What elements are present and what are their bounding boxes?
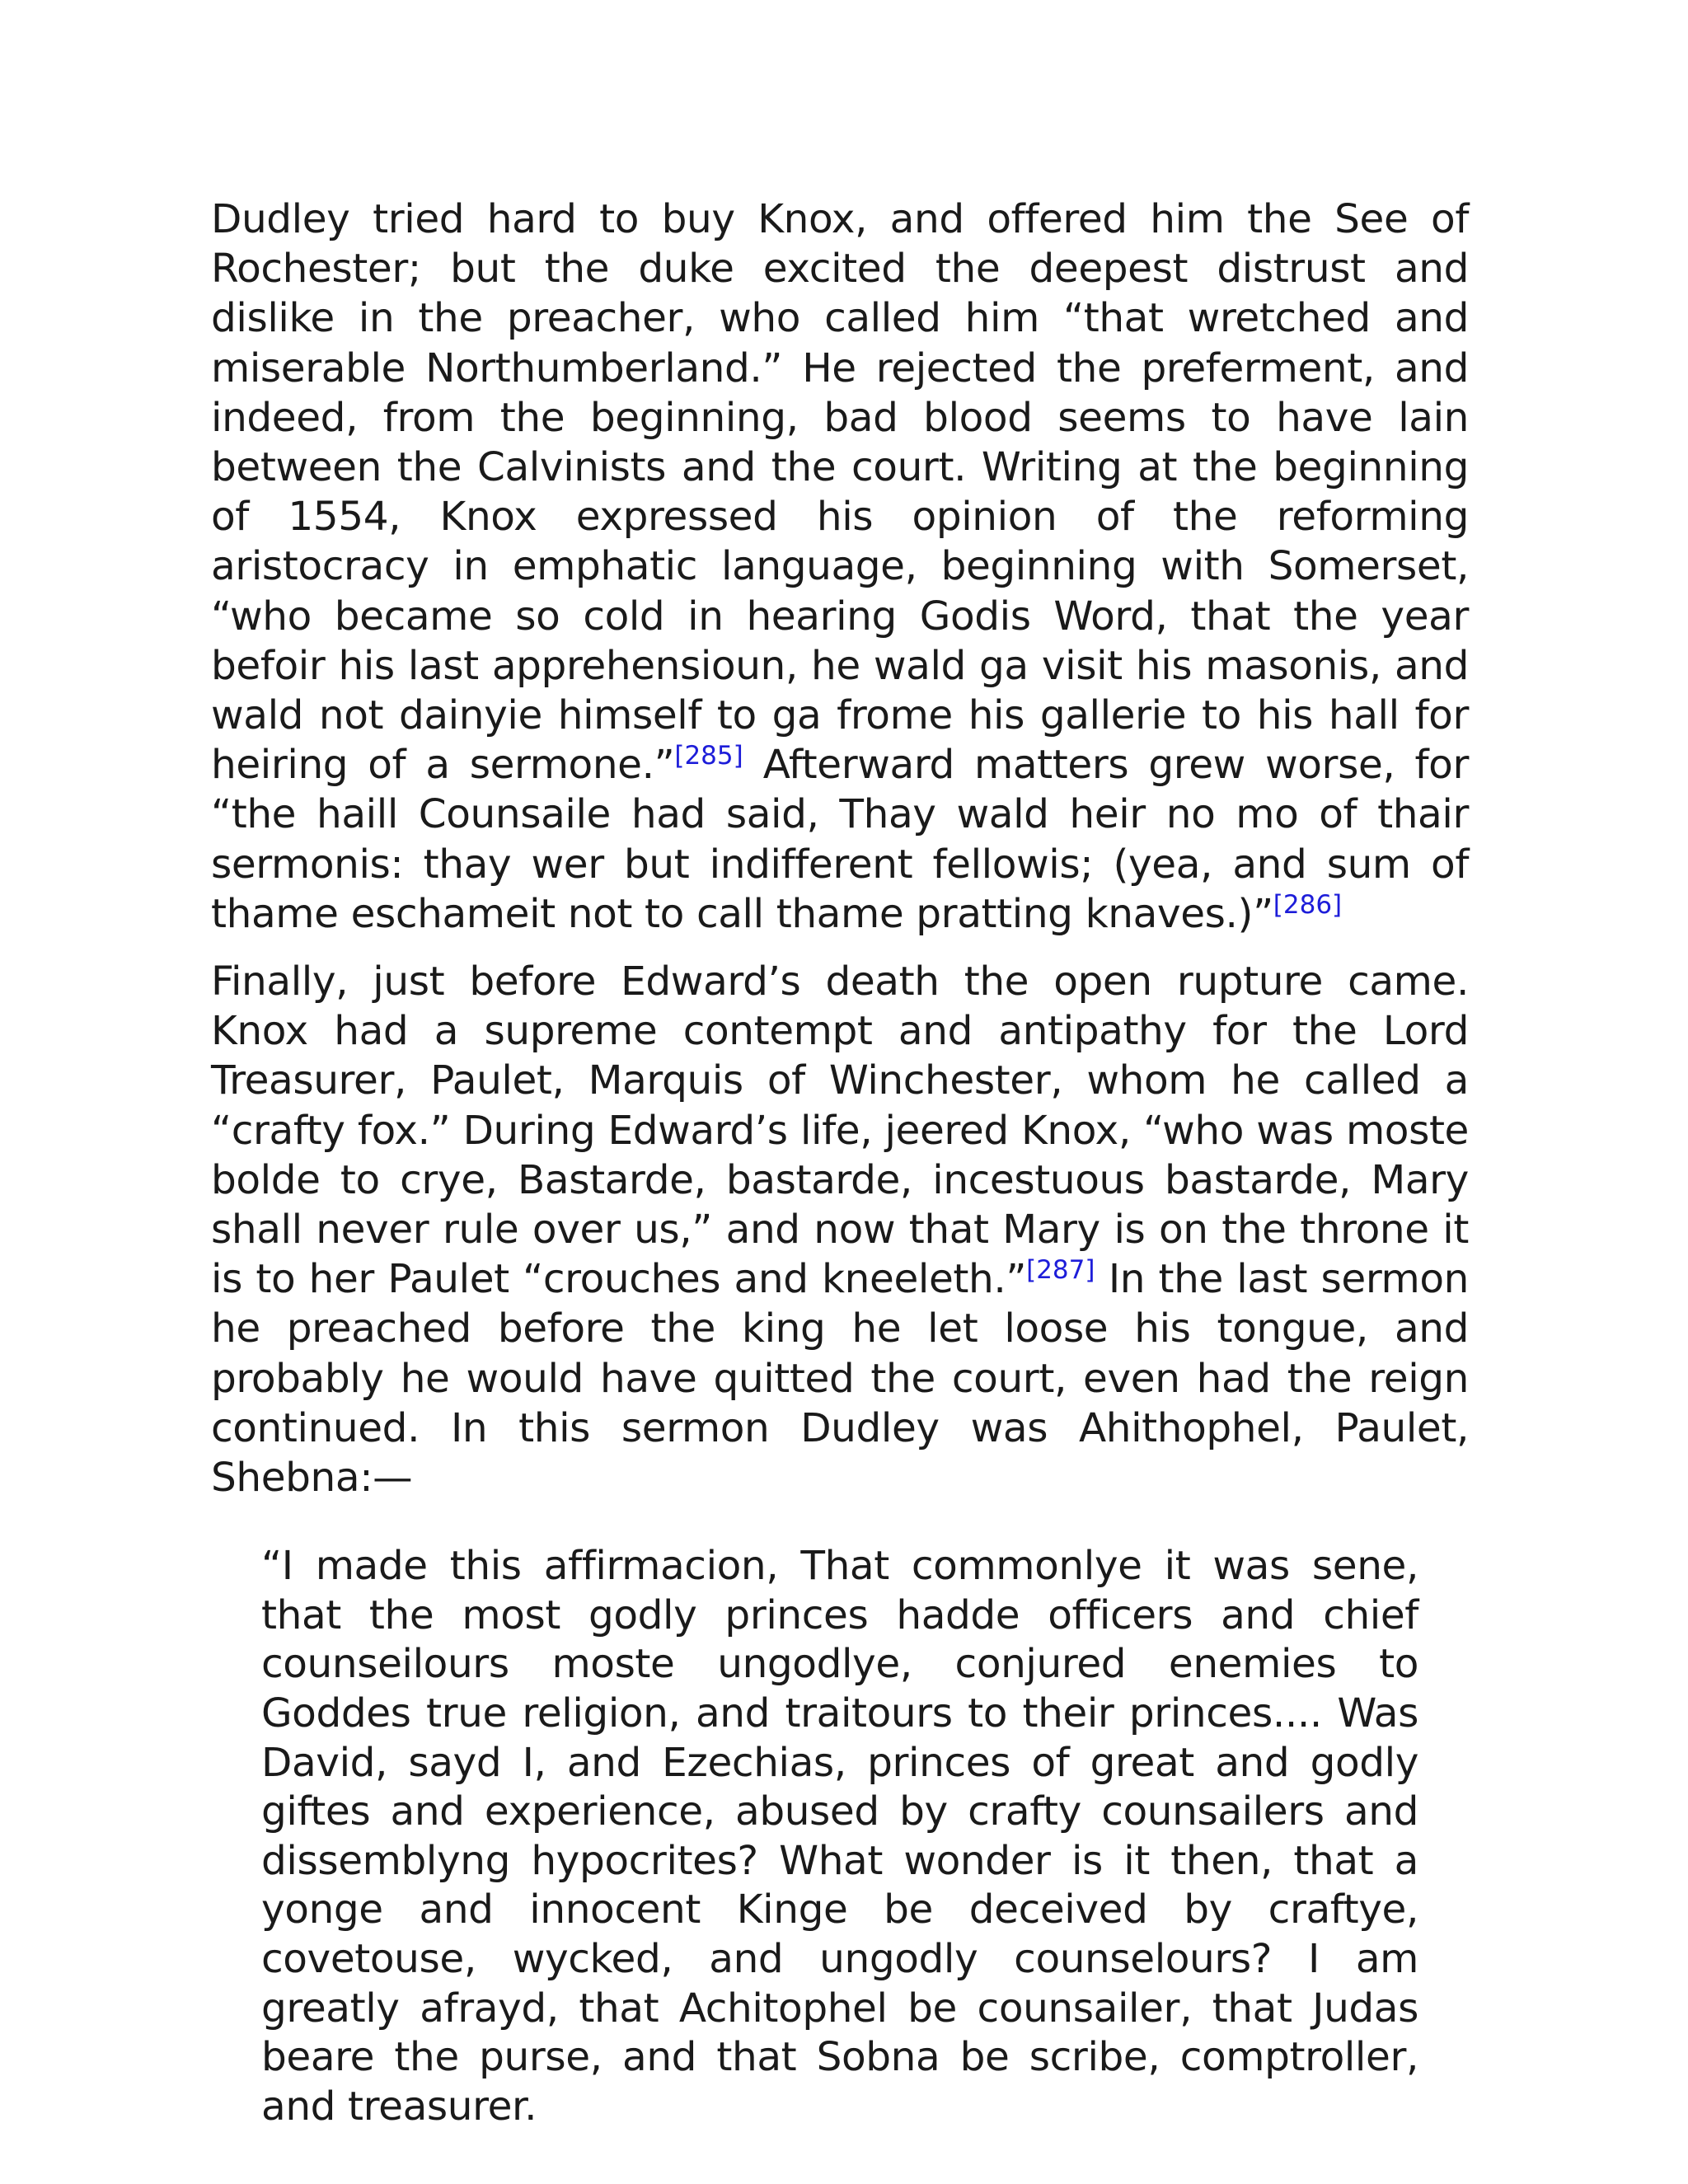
blockquote <box>261 1542 1418 2131</box>
paragraph-1-text-1: Dudley tried hard to buy Knox, and offered him the See of Rochester; but the duke excited the deepest distrust and dislike in the preacher, who called him “that wretched and miserable Northumberland.” He rejected the preferment, and indeed, from the beginning, bad blood seems to have lain between the Calvinists and the court. Writing at the beginning of 1554, Knox expressed his opinion of the reforming aristocracy in emphatic language, beginning with Somerset, “who became so cold in hearing Godis Word, that the year befoir his last apprehensioun, he wald ga visit his masonis, and wald not dainyie himself to ga frome his gallerie to his hall for heiring of a sermone.” <box>211 196 1469 789</box>
document-body <box>211 194 1469 2131</box>
paragraph-2-text-1: Finally, just before Edward’s death the open rupture came. Knox had a supreme contempt and antipathy for the Lord Treasurer, Paulet, Marquis of Winchester, whom he called a “crafty fox.” During Edward’s life, jeered Knox, “who was moste bolde to crye, Bastarde, bastarde, incestuous bastarde, Mary shall never rule over us,” and now that Mary is on the throne it is to her Paulet “crouches and kneeleth.” <box>211 958 1469 1303</box>
paragraph-1 <box>211 194 1469 939</box>
footnote-link-287[interactable]: [287] <box>1026 1255 1095 1286</box>
blockquote-text: “I made this affirmacion, That commonlye it was sene, that the most godly princes hadde officers and chief counseilours moste ungodlye, conjured enemies to Goddes true religion, and traitours to their princes.... Was David, sayd I, and Ezechias, princes of great and godly giftes and experience, abused by crafty counsailers and dissemblyng hypocrites? What wonder is it then, that a yonge and innocent Kinge be deceived by craftye, covetouse, wycked, and ungodly counselours? I am greatly afrayd, that Achitophel be counsailer, that Judas beare the purse, and that Sobna be scribe, comptroller, and treasurer. <box>261 1543 1418 2130</box>
paragraph-2-text-2: In the last sermon he preached before the king he let loose his tongue, and probably he would have quitted the court, even had the reign continued. In this sermon Dudley was Ahithophel, Paulet, Shebna:— <box>211 1256 1469 1502</box>
footnote-link-286[interactable]: [286] <box>1273 889 1343 920</box>
paragraph-1-text-2: Afterward matters grew worse, for “the haill Counsaile had said, Thay wald heir no mo of thair sermonis: thay wer but indifferent fellowis; (yea, and sum of thame eschameit not to call thame pratting knaves.)” <box>211 742 1469 937</box>
footnote-link-285[interactable]: [285] <box>674 741 743 771</box>
paragraph-2 <box>211 957 1469 1502</box>
